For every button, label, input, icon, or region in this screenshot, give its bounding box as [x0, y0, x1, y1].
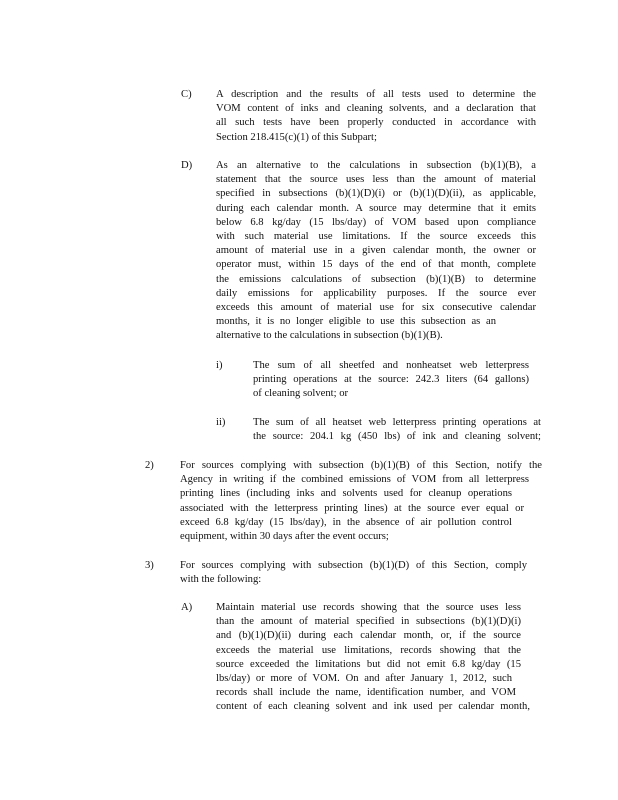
- text-line: exceed 6.8 kg/day (15 lbs/day), in the absence of air pollution control: [180, 516, 512, 528]
- text-line: operator must, within 15 days of the end of that month, complete: [216, 259, 536, 271]
- text-line: Maintain material use records showing that the source uses less: [216, 602, 521, 613]
- text-line: content of each cleaning solvent and ink used per calendar month,: [216, 701, 530, 713]
- text-line: the emissions calculations of subsection (b)(1)(B) to determine: [216, 273, 536, 285]
- text-line: with such material use limitations. If the source exceeds this: [216, 231, 536, 243]
- text-line: specified in subsections (b)(1)(D)(i) or (b)(1)(D)(ii), as applicable,: [216, 188, 536, 200]
- item-label: ii): [216, 417, 226, 428]
- text-line: source exceeded the limitations but did not emit 6.8 kg/day (15: [216, 658, 521, 670]
- text-line: The sum of all sheetfed and nonheatset web letterpress: [253, 360, 529, 371]
- text-line: exceeds the material use limitations, records showing that the: [216, 644, 521, 656]
- text-line: than the amount of material specified in subsections (b)(1)(D)(i): [216, 616, 521, 628]
- item-text: [216, 601, 530, 715]
- text-line: records shall include the name, identification number, and VOM: [216, 687, 516, 699]
- text-line: exceeds this amount of material use for six consecutive calendar: [216, 302, 536, 314]
- text-line: amount of material use in a given calendar month, the owner or: [216, 245, 536, 257]
- item-label: i): [216, 360, 223, 371]
- text-line: the source: 204.1 kg (450 lbs) of ink and cleaning solvent;: [253, 431, 541, 443]
- item-text: [253, 416, 541, 444]
- item-text: [253, 359, 529, 402]
- text-line: associated with the letterpress printing lines) at the source ever equal or: [180, 502, 524, 514]
- text-line: The sum of all heatset web letterpress printing operations at: [253, 417, 541, 428]
- text-line: For sources complying with subsection (b)(1)(B) of this Section, notify the: [180, 460, 542, 471]
- item-text: [180, 559, 527, 587]
- text-line: As an alternative to the calculations in subsection (b)(1)(B), a: [216, 160, 536, 171]
- item-label: 3): [145, 560, 154, 571]
- item-text: [180, 459, 542, 544]
- text-line: of cleaning solvent; or: [253, 388, 349, 400]
- item-text: [216, 88, 536, 145]
- text-line: statement that the source uses less than the amount of material: [216, 174, 536, 186]
- text-line: alternative to the calculations in subsection (b)(1)(B).: [216, 330, 443, 342]
- text-line: lbs/day) or more of VOM. On and after January 1, 2012, such: [216, 673, 512, 685]
- text-line: daily emissions for applicability purposes. If the source ever: [216, 287, 536, 299]
- text-line: months, it is no longer eligible to use this subsection as an: [216, 316, 496, 328]
- text-line: below 6.8 kg/day (15 lbs/day) of VOM based upon compliance: [216, 216, 536, 228]
- item-label: A): [181, 602, 193, 613]
- item-label: C): [181, 89, 192, 100]
- text-line: A description and the results of all tests used to determine the: [216, 89, 536, 100]
- text-line: Section 218.415(c)(1) of this Subpart;: [216, 131, 377, 143]
- item-label: D): [181, 160, 193, 171]
- text-line: equipment, within 30 days after the event occurs;: [180, 531, 389, 543]
- text-line: all such tests have been properly conducted in accordance with: [216, 117, 536, 129]
- text-line: printing operations at the source: 242.3 liters (64 gallons): [253, 374, 529, 386]
- text-line: For sources complying with subsection (b)(1)(D) of this Section, comply: [180, 560, 527, 571]
- text-line: and (b)(1)(D)(ii) during each calendar month, or, if the source: [216, 630, 521, 642]
- text-line: Agency in writing if the combined emissions of VOM from all letterpress: [180, 474, 529, 486]
- item-text: [216, 159, 536, 344]
- text-line: during each calendar month. A source may determine that it emits: [216, 202, 536, 214]
- text-line: printing lines (including inks and solvents used for cleanup operations: [180, 488, 512, 500]
- text-line: with the following:: [180, 574, 262, 586]
- text-line: VOM content of inks and cleaning solvents, and a declaration that: [216, 103, 536, 115]
- item-label: 2): [145, 460, 154, 471]
